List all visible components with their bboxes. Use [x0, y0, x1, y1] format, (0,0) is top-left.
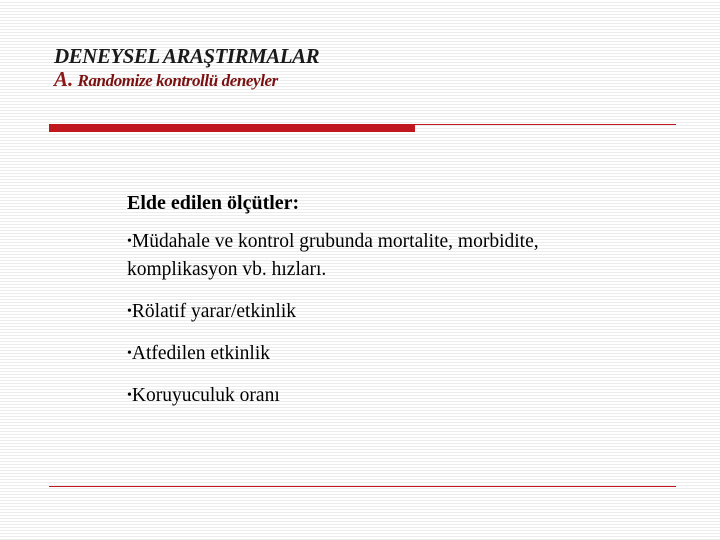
- list-item: [127, 382, 647, 410]
- list-item: [127, 340, 647, 368]
- bullet-icon: •: [127, 234, 132, 249]
- list-item: [127, 298, 647, 326]
- list-item-text: Koruyuculuk oranı: [131, 385, 280, 406]
- slide-title: DENEYSEL ARAŞTIRMALAR: [54, 44, 320, 68]
- list-item-text: Müdahale ve kontrol grubunda mortalite, morbidite, komplikasyon vb. hızları.: [127, 231, 539, 280]
- subtitle-prefix: A.: [54, 67, 74, 91]
- bullet-icon: •: [127, 304, 132, 319]
- title-underline-thick: [49, 124, 415, 132]
- slide-subtitle: [54, 68, 614, 92]
- list-item-text: Rölatif yarar/etkinlik: [131, 301, 296, 322]
- list-item-text: Atfedilen etkinlik: [131, 343, 270, 364]
- footer-rule: [49, 486, 676, 487]
- bullet-icon: •: [127, 388, 132, 403]
- list-item: [127, 228, 647, 284]
- title-block: [54, 44, 614, 92]
- content-area: [127, 190, 647, 424]
- subtitle-text: Randomize kontrollü deneyler: [77, 71, 278, 90]
- title-underline-thin: [415, 124, 676, 125]
- bullet-icon: •: [127, 346, 132, 361]
- content-heading: Elde edilen ölçütler:: [127, 192, 300, 214]
